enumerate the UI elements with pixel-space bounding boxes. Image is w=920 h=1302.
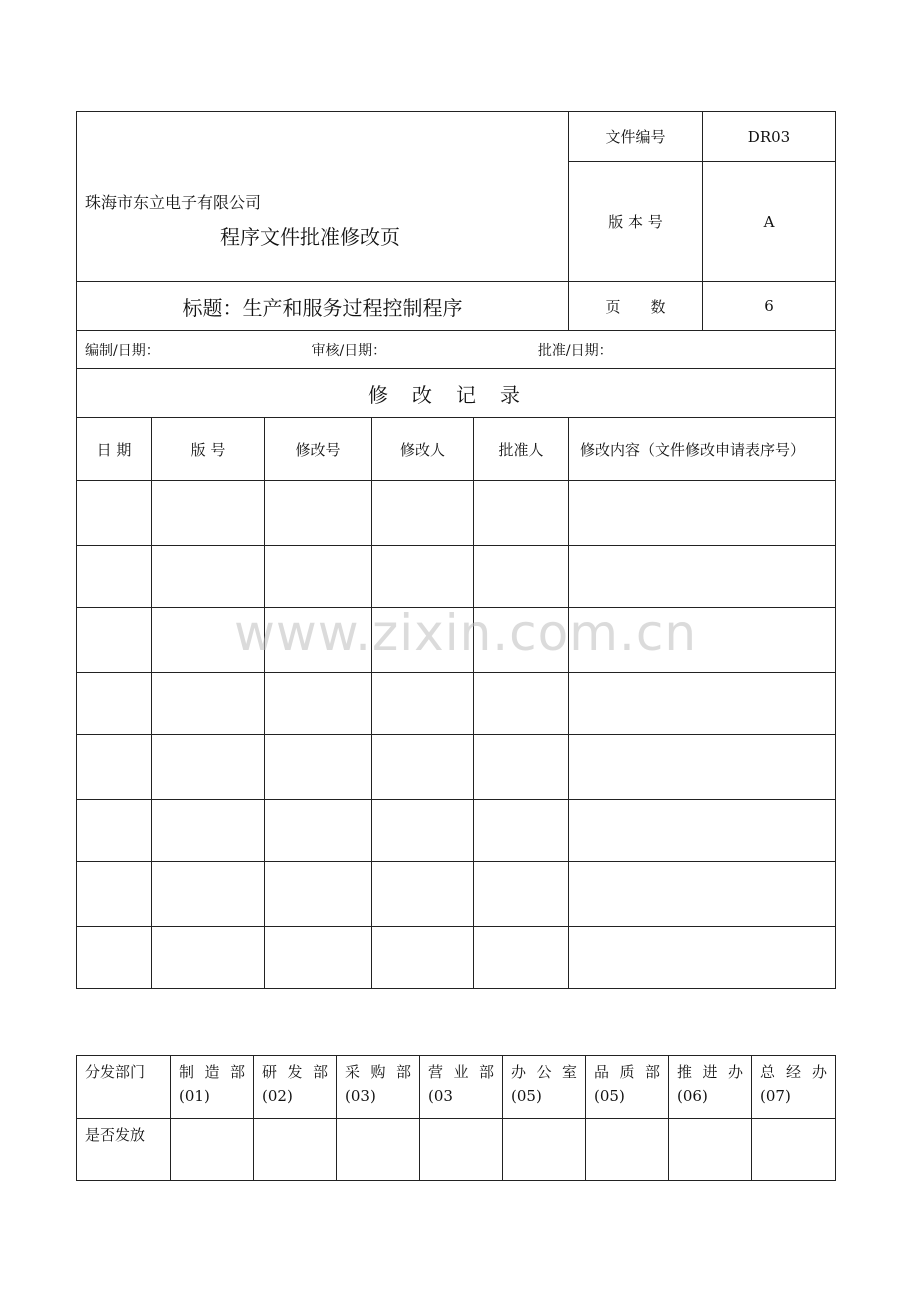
department-cell <box>420 1056 503 1119</box>
record-cell[interactable] <box>265 862 372 927</box>
record-cell[interactable] <box>372 735 474 800</box>
department-name-char: 采 <box>345 1063 361 1081</box>
department-name-char: 部 <box>644 1063 660 1081</box>
column-header: 修改人 <box>372 418 474 481</box>
record-row <box>77 862 836 927</box>
record-cell[interactable] <box>372 546 474 608</box>
record-cell[interactable] <box>474 735 569 800</box>
record-cell[interactable] <box>569 862 836 927</box>
department-name-char: 总 <box>760 1063 776 1081</box>
record-cell[interactable] <box>77 927 152 989</box>
department-name-char: 品 <box>594 1063 610 1081</box>
record-cell[interactable] <box>152 481 265 546</box>
record-cell[interactable] <box>265 735 372 800</box>
record-cell[interactable] <box>77 862 152 927</box>
record-row <box>77 546 836 608</box>
department-code: (07) <box>760 1087 791 1105</box>
record-cell[interactable] <box>77 546 152 608</box>
record-cell[interactable] <box>77 608 152 673</box>
department-name-char: 质 <box>619 1063 635 1081</box>
department-name-char: 营 <box>428 1063 444 1081</box>
record-cell[interactable] <box>474 673 569 735</box>
record-cell[interactable] <box>372 862 474 927</box>
record-cell[interactable] <box>265 608 372 673</box>
department-name-char: 发 <box>287 1063 303 1081</box>
department-row <box>77 1056 836 1119</box>
record-cell[interactable] <box>474 800 569 862</box>
dept-label: 分发部门 <box>77 1056 171 1119</box>
department-name-char: 购 <box>370 1063 386 1081</box>
record-cell[interactable] <box>265 927 372 989</box>
issued-cell[interactable] <box>337 1119 420 1181</box>
record-cell[interactable] <box>265 481 372 546</box>
department-name-char: 办 <box>727 1063 743 1081</box>
record-cell[interactable] <box>474 927 569 989</box>
record-row <box>77 735 836 800</box>
doc-title: 程序文件批准修改页 <box>220 224 400 249</box>
department-name <box>760 1060 827 1084</box>
record-cell[interactable] <box>372 608 474 673</box>
issued-cell[interactable] <box>503 1119 586 1181</box>
issued-row <box>77 1119 836 1181</box>
watermark: www.zixin.com.cn <box>234 604 698 662</box>
department-name-char: 造 <box>204 1063 220 1081</box>
department-code: (05) <box>594 1087 625 1105</box>
department-code: (02) <box>262 1087 293 1105</box>
department-name-char: 业 <box>453 1063 469 1081</box>
issued-cell[interactable] <box>669 1119 752 1181</box>
record-cell[interactable] <box>569 673 836 735</box>
approval-form-table <box>76 111 836 989</box>
department-name-char: 公 <box>536 1063 552 1081</box>
department-name-char: 办 <box>811 1063 827 1081</box>
department-code: (03 <box>428 1087 453 1105</box>
record-cell[interactable] <box>152 862 265 927</box>
reviewed-by-label: 审核/日期： <box>311 342 387 359</box>
department-name-char: 部 <box>312 1063 328 1081</box>
prepared-by-label: 编制/日期： <box>85 342 160 359</box>
department-code: (01) <box>179 1087 210 1105</box>
issued-cell[interactable] <box>171 1119 254 1181</box>
pages-value: 6 <box>703 282 836 331</box>
issued-cell[interactable] <box>254 1119 337 1181</box>
record-row <box>77 481 836 546</box>
department-code: (05) <box>511 1087 542 1105</box>
doc-no-label: 文件编号 <box>569 112 703 162</box>
department-name-char: 室 <box>561 1063 577 1081</box>
department-cell <box>752 1056 836 1119</box>
column-header: 修改号 <box>265 418 372 481</box>
record-cell[interactable] <box>569 927 836 989</box>
record-row <box>77 800 836 862</box>
department-name-char: 部 <box>229 1063 245 1081</box>
column-header: 版 号 <box>152 418 265 481</box>
record-cell[interactable] <box>474 608 569 673</box>
department-cell <box>254 1056 337 1119</box>
department-code: (06) <box>677 1087 708 1105</box>
record-cell[interactable] <box>265 800 372 862</box>
issued-cell[interactable] <box>420 1119 503 1181</box>
record-row <box>77 673 836 735</box>
department-name <box>428 1060 494 1084</box>
record-cell[interactable] <box>265 546 372 608</box>
issued-cell[interactable] <box>586 1119 669 1181</box>
record-cell[interactable] <box>372 481 474 546</box>
department-name <box>262 1060 328 1084</box>
subject-title: 标题：生产和服务过程控制程序 <box>77 282 569 331</box>
record-cell[interactable] <box>372 673 474 735</box>
department-cell <box>171 1056 254 1119</box>
department-name-char: 制 <box>179 1063 195 1081</box>
record-cell[interactable] <box>152 608 265 673</box>
record-cell[interactable] <box>265 673 372 735</box>
department-name-char: 经 <box>785 1063 801 1081</box>
department-cell <box>669 1056 752 1119</box>
record-cell[interactable] <box>77 735 152 800</box>
header-block <box>77 112 569 282</box>
record-cell[interactable] <box>372 800 474 862</box>
issued-label: 是否发放 <box>77 1119 171 1181</box>
department-name <box>677 1060 743 1084</box>
department-name-char: 办 <box>511 1063 527 1081</box>
record-header-row <box>77 418 836 481</box>
record-cell[interactable] <box>152 735 265 800</box>
record-cell[interactable] <box>474 481 569 546</box>
record-cell[interactable] <box>569 546 836 608</box>
record-row <box>77 608 836 673</box>
department-name-char: 研 <box>262 1063 278 1081</box>
record-cell[interactable] <box>152 673 265 735</box>
department-cell <box>586 1056 669 1119</box>
column-header: 日 期 <box>77 418 152 481</box>
record-cell[interactable] <box>152 546 265 608</box>
issued-cell[interactable] <box>752 1119 836 1181</box>
company-name: 珠海市东立电子有限公司 <box>85 192 262 212</box>
record-cell[interactable] <box>569 800 836 862</box>
record-cell[interactable] <box>77 800 152 862</box>
record-cell[interactable] <box>152 927 265 989</box>
column-header: 修改内容（文件修改申请表序号） <box>569 418 836 481</box>
record-cell[interactable] <box>372 927 474 989</box>
version-value: A <box>703 162 836 282</box>
department-name <box>345 1060 411 1084</box>
record-row <box>77 927 836 989</box>
department-cell <box>337 1056 420 1119</box>
record-title: 修改记录 <box>77 369 836 418</box>
record-cell[interactable] <box>474 862 569 927</box>
version-label: 版 本 号 <box>569 162 703 282</box>
approved-by-label: 批准/日期： <box>537 342 613 359</box>
department-name-char: 进 <box>702 1063 718 1081</box>
record-cell[interactable] <box>569 481 836 546</box>
signature-row <box>77 331 836 369</box>
record-cell[interactable] <box>569 608 836 673</box>
record-cell[interactable] <box>77 673 152 735</box>
record-cell[interactable] <box>474 546 569 608</box>
doc-no-value: DR03 <box>703 112 836 162</box>
department-name <box>511 1060 577 1084</box>
department-name-char: 推 <box>677 1063 693 1081</box>
distribution-table <box>76 1055 836 1181</box>
department-name-char: 部 <box>395 1063 411 1081</box>
department-code: (03) <box>345 1087 376 1105</box>
record-cell[interactable] <box>569 735 836 800</box>
department-name <box>179 1060 245 1084</box>
department-name <box>594 1060 660 1084</box>
record-cell[interactable] <box>77 481 152 546</box>
record-cell[interactable] <box>152 800 265 862</box>
department-name-char: 部 <box>478 1063 494 1081</box>
department-cell <box>503 1056 586 1119</box>
pages-label: 页 数 <box>569 282 703 331</box>
column-header: 批准人 <box>474 418 569 481</box>
